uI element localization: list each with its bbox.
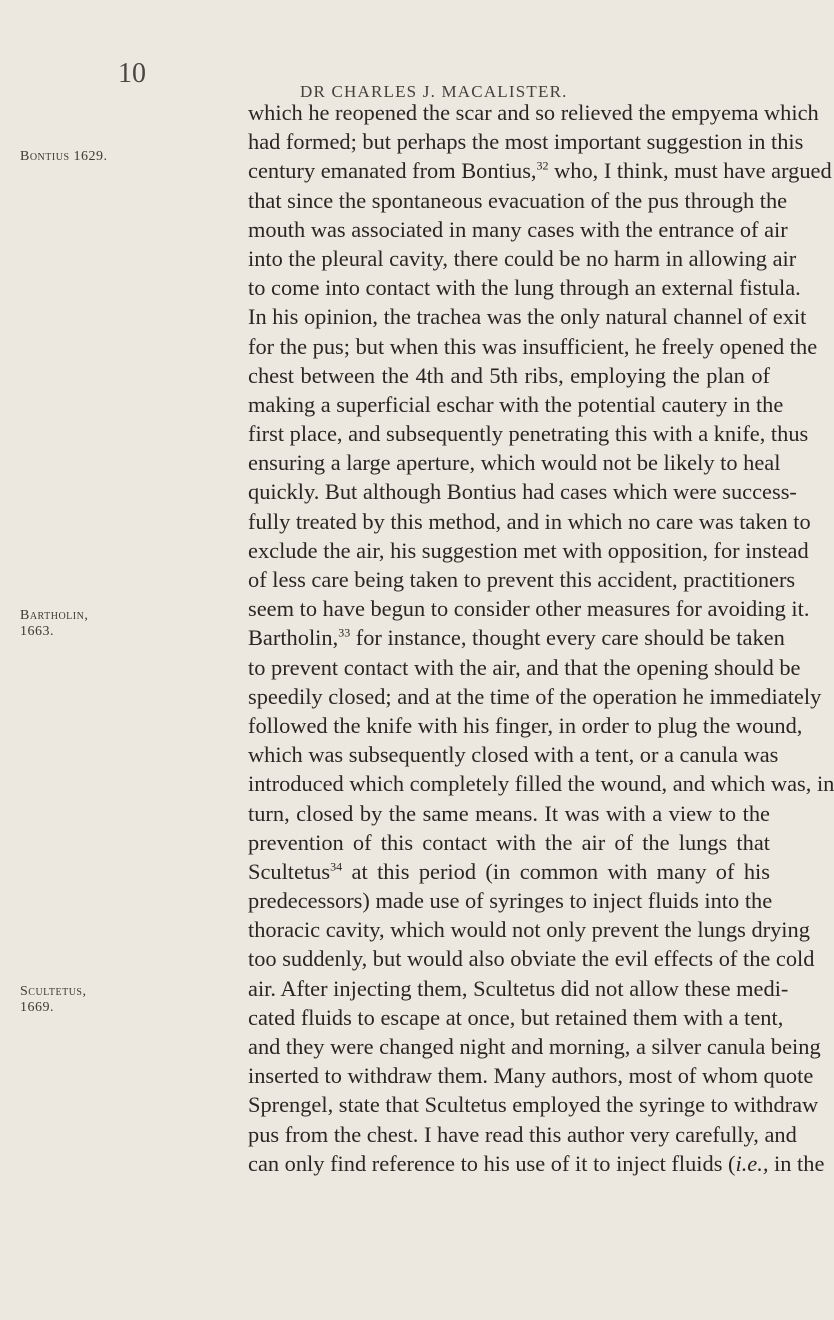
footnote-ref: 32: [536, 158, 549, 173]
text-line: inserted to withdraw them. Many authors, most of whom quote: [248, 1063, 814, 1089]
text-line: too suddenly, but would also obviate the evil effects of the cold: [248, 946, 815, 972]
sidenote-name: Bontius: [20, 149, 70, 164]
text-line: In his opinion, the trachea was the only natural channel of exit: [248, 304, 807, 330]
text-line: chest between the 4th and 5th ribs, employing the plan of: [248, 362, 770, 388]
text-line: that since the spontaneous evacuation of the pus through the: [248, 187, 788, 213]
text-line: seem to have begun to consider other measures for avoiding it.: [248, 596, 810, 622]
text-run: who, I think, must have argued: [548, 158, 832, 184]
text-line: introduced which completely filled the wound, and which was, in: [248, 771, 834, 797]
text-line: quickly. But although Bontius had cases which were success-: [248, 479, 797, 505]
sidenote-year: 1629.: [73, 149, 108, 164]
text-line: first place, and subsequently penetrating this with a knife, thus: [248, 421, 809, 447]
text-line: which he reopened the scar and so relieved the empyema which: [248, 100, 819, 125]
text-line: [248, 857, 770, 886]
text-run: Scultetus: [248, 858, 331, 884]
text-line: pus from the chest. I have read this author very carefully, and: [248, 1121, 797, 1147]
text-line: [248, 623, 785, 652]
text-line: ensuring a large aperture, which would not be likely to heal: [248, 450, 781, 476]
sidenote-name: Scultetus,: [20, 984, 87, 999]
text-line: Sprengel, state that Scultetus employed the syringe to withdraw: [248, 1092, 819, 1118]
text-run-italic: i.e.,: [735, 1150, 769, 1176]
text-line: making a superficial eschar with the potential cautery in the: [248, 391, 784, 417]
text-line: had formed; but perhaps the most important suggestion in this: [248, 129, 804, 155]
text-run: in the: [768, 1150, 825, 1176]
text-line: which was subsequently closed with a tent, or a canula was: [248, 742, 779, 768]
text-line: prevention of this contact with the air of the lungs that: [248, 829, 770, 855]
footnote-ref: 33: [338, 625, 351, 640]
text-line: predecessors) made use of syringes to inject fluids into the: [248, 888, 773, 914]
text-run: for instance, thought every care should be taken: [350, 625, 785, 651]
text-run: century emanated from Bontius,: [248, 158, 537, 184]
text-run: Bartholin,: [248, 625, 339, 651]
text-line: speedily closed; and at the time of the operation he immediately: [248, 683, 822, 709]
text-line: turn, closed by the same means. It was with a view to the: [248, 800, 770, 826]
text-line: air. After injecting them, Scultetus did not allow these medi-: [248, 975, 789, 1001]
text-line: cated fluids to escape at once, but retained them with a tent,: [248, 1004, 784, 1030]
text-line: into the pleural cavity, there could be no harm in allowing air: [248, 245, 797, 271]
text-line: [248, 156, 832, 185]
sidenote-year: 1663.: [20, 624, 54, 639]
text-run: at this period (in common with many of his: [342, 858, 770, 884]
text-line: fully treated by this method, and in which no care was taken to: [248, 508, 811, 534]
footnote-ref: 34: [330, 859, 343, 874]
text-line: followed the knife with his finger, in order to plug the wound,: [248, 712, 803, 738]
text-line: for the pus; but when this was insufficient, he freely opened the: [248, 333, 818, 359]
running-head: DR CHARLES J. MACALISTER.: [300, 82, 568, 101]
sidenote-name: Bartholin,: [20, 608, 89, 623]
text-line: to prevent contact with the air, and that the opening should be: [248, 654, 801, 680]
sidenote-scultetus: [20, 984, 86, 1016]
text-line: exclude the air, his suggestion met with opposition, for instead: [248, 537, 809, 563]
text-line: thoracic cavity, which would not only prevent the lungs drying: [248, 917, 810, 943]
sidenote-bontius: [20, 149, 108, 165]
text-line: and they were changed night and morning, a silver canula being: [248, 1034, 821, 1059]
text-line: to come into contact with the lung through an external fistula.: [248, 275, 801, 301]
body-text: [248, 98, 834, 1178]
text-line: of less care being taken to prevent this accident, practitioners: [248, 567, 796, 592]
text-line: mouth was associated in many cases with the entrance of air: [248, 216, 788, 242]
text-line: [248, 1149, 825, 1178]
page-number: 10: [118, 58, 146, 89]
sidenote-year: 1669.: [20, 1000, 54, 1015]
sidenote-bartholin: [20, 608, 88, 640]
text-run: can only find reference to his use of it to inject fluids (: [248, 1150, 736, 1176]
